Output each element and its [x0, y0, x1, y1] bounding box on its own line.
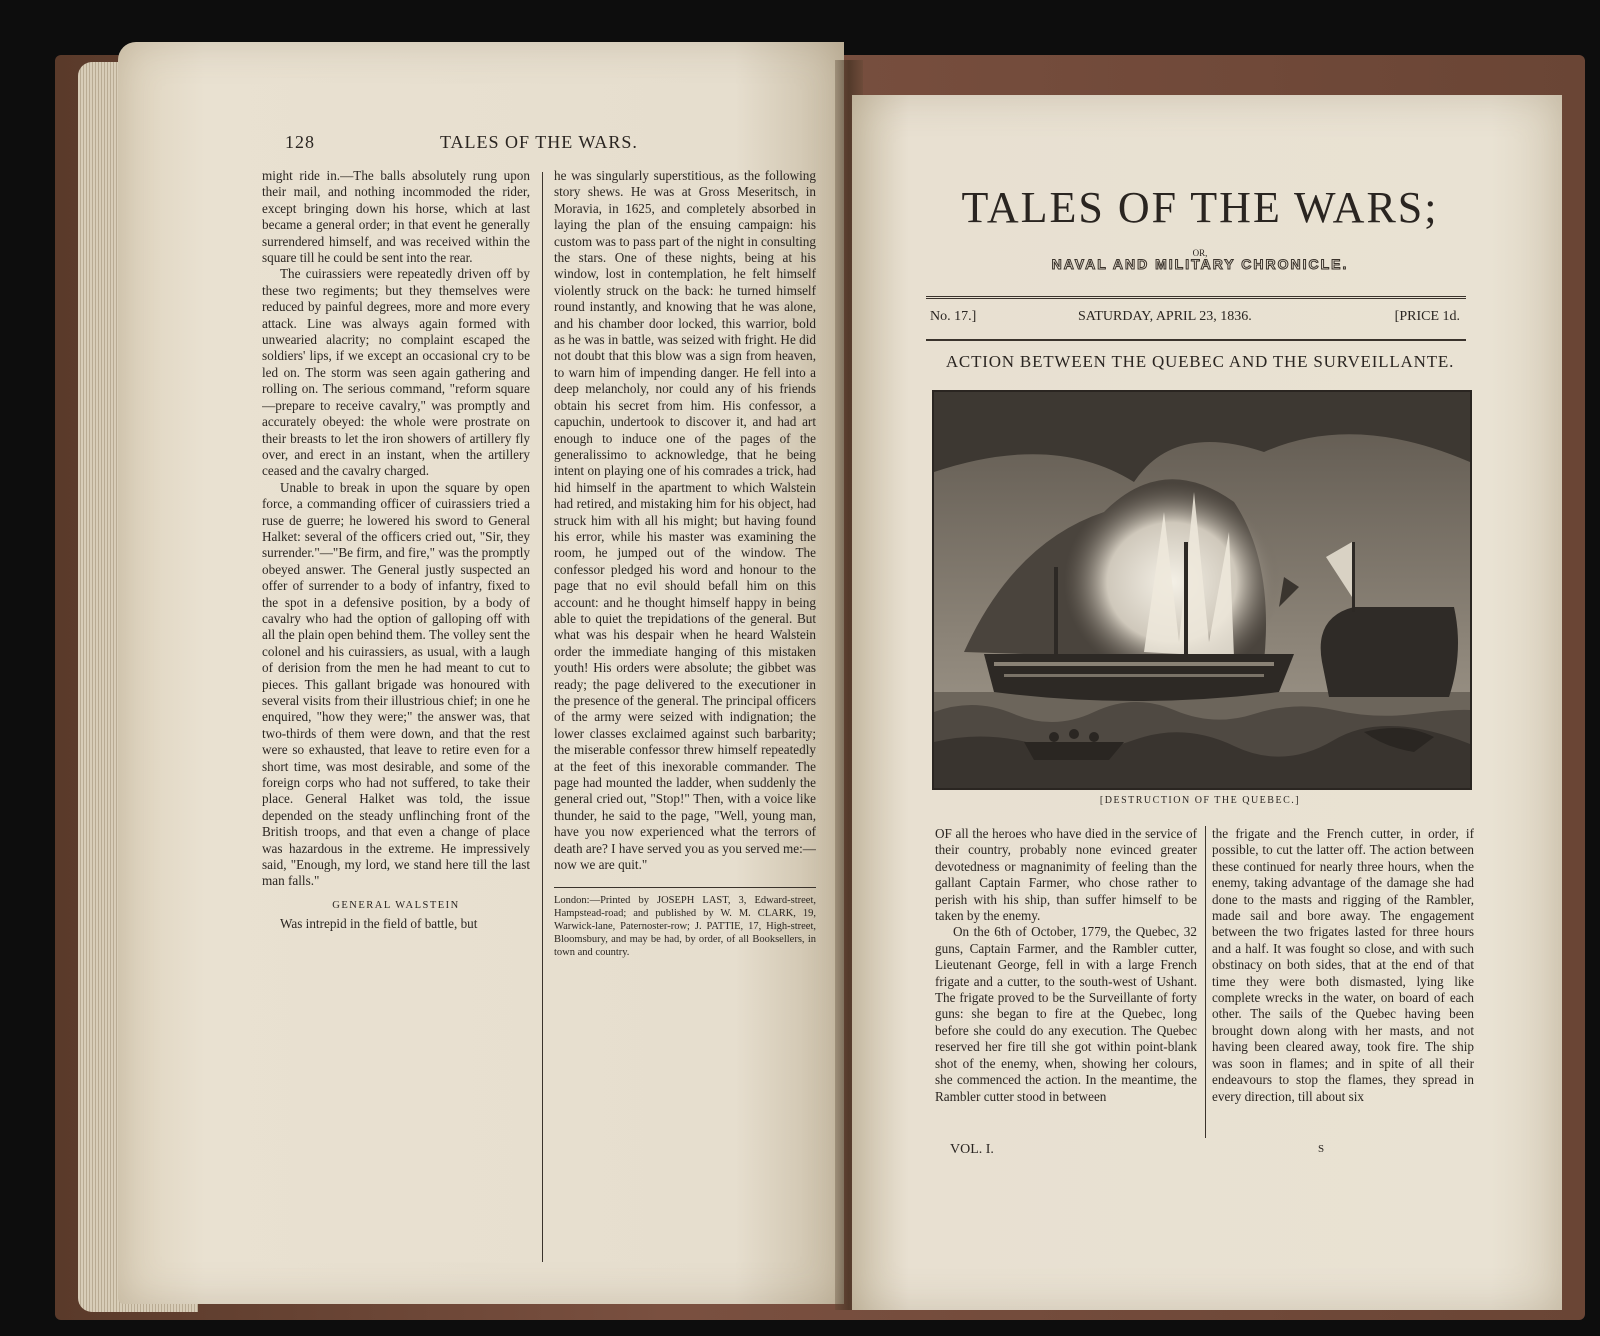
running-head [285, 132, 805, 162]
paragraph: he was singularly superstitious, as the following story shews. He was at Gross Meseritsch, in Moravia, in 1625, and completely absorbed in laying the plan of the ensuing campaign: his custom was to pass part of the night in consulting the stars. One of these nights, being at his window, lost in contemplation, he felt himself violently struck on the back: he turned himself round instantly, and knowing that he was alone, and his chamber door locked, this warrior, bold as he was in battle, was seized with fright. He did not doubt that this blow was a sign from heaven, to warn him of impending danger. He fell into a deep melancholy, nor could any of his friends obtain his secret from him. His confessor, a capuchin, undertook to discover it, and had art enough to induce one of the pages of the generalissimo to acknowledge, that he being intent on playing one of his comrades a trick, had hid himself in the apartment to which Walstein had retired, and mistaking him for his object, had struck him with all his might; but having found his error, while his master was examining the room, he jumped out of the window. The confessor pledged his word and honour to the page that no evil should befall him on this account: and he thought himself happy in being able to quiet the trepidations of the general. But what was his despair when he heard Walstein order the immediate hanging of this mistaken youth! His orders were absolute; the gibbet was ready; the page delivered to the executioner in the presence of the general. The principal officers of the army were seized with indignation; the lower classes exclaimed against such barbarity; the miserable confessor threw himself repeatedly at the feet of this inexorable commander. The page had mounted the ladder, when suddenly the general cried out, "Stop!" Then, with a voice like thunder, he said to the page, "Well, young man, have you now experienced what the terrors of death are? I have served you as you served me:—now we are quit." [554, 168, 816, 873]
column-rule [1205, 826, 1206, 1138]
paragraph: The cuirassiers were repeatedly driven off by these two regiments; but they themselves were reduced by painful degrees, more and more every attack. Line was always again formed with unwearied alacrity; no complaint escaped the soldiers' lips, if we except an occasional cry to be led on. The storm was seen again gathering and rolling on. The serious command, "reform square—prepare to receive cavalry," was promptly and accurately obeyed: the whole were prostrate on their breasts to let the iron showers of artillery fly over, and erect in an instant, when the artillery ceased and the cavalry charged. [262, 266, 530, 479]
signature-mark: S [1318, 1143, 1325, 1155]
column-rule [542, 172, 543, 1262]
running-title: TALES OF THE WARS. [440, 132, 638, 152]
issue-price: [PRICE 1d. [1394, 309, 1460, 324]
issue-number: No. 17.] [930, 309, 977, 324]
issue-date: SATURDAY, APRIL 23, 1836. [1078, 309, 1252, 324]
right-column-1 [935, 826, 1197, 1144]
paragraph: OF all the heroes who have died in the service of their country, probably none evinced greater devotedness or magnanimity of feeling than the gallant Captain Farmer, who chose rather to perish with his ship, than suffer himself to be taken by the enemy. [935, 826, 1197, 924]
paragraph: Unable to break in upon the square by open force, a commanding officer of cuirassiers tried a ruse de guerre; he lowered his sword to General Halket: several of the officers cried out, "Sir, they surrender."—"Be firm, and fire," was the promptly obeyed answer. The General justly suspected an offer of surrender to a body of infantry, fixed to the spot in a defensive position, by a body of cavalry who had the option of galloping off with all the plain open behind them. The volley sent the colonel and his cuirassiers, as usual, with a laugh of derision from the men he had meant to cut to pieces. This gallant brigade was honoured with several visits from their illustrious chief; in one he enquired, "how they were;" the answer was, that two-thirds of them were down, and that the rest were so exhausted, that leave to retire even for a short time, was most desirable, and some of the foreign corps who had not suffered, to take their place. General Halket was told, the issue depended on the steady unflinching front of the British troops, and that even a change of place was hazardous in the extreme. He impressively said, "Enough, my lord, we stand here till the last man falls." [262, 479, 530, 889]
left-column-1 [262, 168, 530, 1248]
paragraph: might ride in.—The balls absolutely rung upon their mail, and nothing incommoded the rider, except bringing down his horse, which at last became a general order; in that event he generally surrendered himself, and was received within the square till he could be sent into the rear. [262, 168, 530, 266]
page-number: 128 [285, 132, 315, 152]
masthead-title: TALES OF THE WARS; [961, 183, 1439, 232]
masthead-or: OR, [1192, 248, 1208, 258]
engraving-illustration [932, 390, 1472, 790]
divider [554, 887, 816, 888]
volume-footer: VOL. I. [950, 1142, 994, 1157]
right-column-2 [1212, 826, 1474, 1144]
paragraph: the frigate and the French cutter, in order, if possible, to cut the latter off. The action between these continued for nearly three hours, when the enemy, taking advantage of the damage she had done to the masts and rigging of the Rambler, made sail and bore away. The engagement between the two frigates lasted for three hours and a half. It was fought so close, and with such obstinacy on both sides, that at the end of that time they were both dismasted, lying like complete wrecks in the water, on board of each other. The sails of the Quebec having been brought down along with her masts, and not having been cleared away, took fire. The ship was soon in flames; and in spite of all their endeavours to stop the flames, they spread in every direction, till about six [1212, 826, 1474, 1104]
article-headline: ACTION BETWEEN THE QUEBEC AND THE SURVEILLANTE. [945, 352, 1455, 371]
masthead-subtitle: NAVAL AND MILITARY CHRONICLE. [1051, 256, 1349, 272]
paragraph: Was intrepid in the field of battle, but [280, 916, 478, 932]
section-heading: GENERAL WALSTEIN [332, 899, 460, 911]
ship-fire-engraving [934, 392, 1470, 788]
engraving-caption: [DESTRUCTION OF THE QUEBEC.] [1099, 795, 1301, 806]
imprint: London:—Printed by JOSEPH LAST, 3, Edward-street, Hampstead-road; and published by W. M. CLARK, 19, Warwick-lane, Paternoster-row; J. PATTIE, 17, High-street, Bloomsbury, and may be had, by order, of all Booksellers, in town and country. [554, 895, 816, 959]
left-column-2 [554, 168, 816, 1288]
paragraph: On the 6th of October, 1779, the Quebec, 32 guns, Captain Farmer, and the Rambler cutter, Lieutenant George, fell in with a large French frigate and a cutter, to the south-west of Ushant. The frigate proved to be the Surveillante of forty guns: she began to fire at the Quebec, long before she could do any execution. The Quebec reserved her fire till she got within point-blank shot of the enemy, when, showing her colours, she commenced the action. In the meantime, the Rambler cutter stood in between [935, 924, 1197, 1104]
issue-bar [926, 296, 1466, 341]
